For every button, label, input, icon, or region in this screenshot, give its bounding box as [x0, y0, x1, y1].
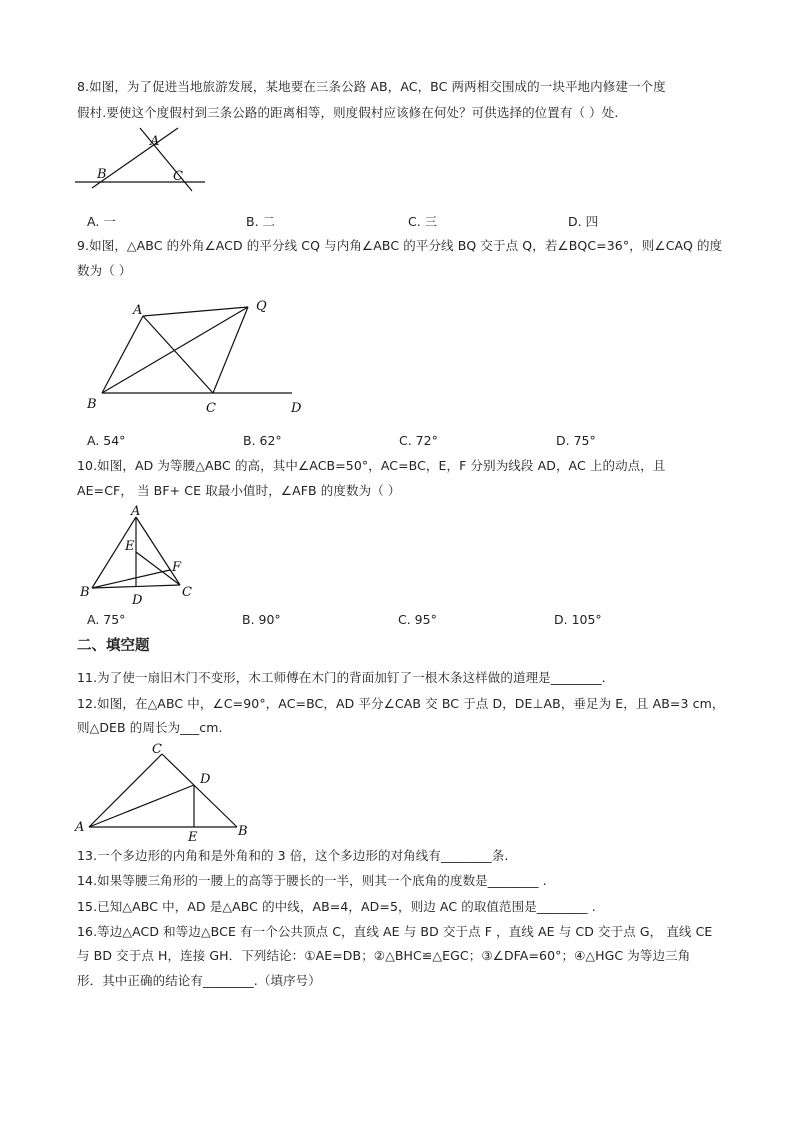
q10-label-b: B	[80, 585, 90, 600]
q14-text: 14.如果等腰三角形的一腰上的高等于腰长的一半，则其一个底角的度数是________ .	[77, 873, 547, 888]
q9-label-c: C	[206, 401, 216, 416]
q9-option-d[interactable]: D. 75°	[556, 433, 596, 448]
q9-line-aq	[143, 307, 248, 316]
q11-text: 11.为了使一扇旧木门不变形，木工师傅在木门的背面加钉了一根木条这样做的道理是________.	[77, 670, 606, 685]
q10-option-c[interactable]: C. 95°	[398, 612, 437, 627]
q8-text-line1: 8.如图，为了促进当地旅游发展，某地要在三条公路 AB，AC，BC 两两相交围成的一块平地内修建一个度	[77, 79, 666, 94]
q12-text-line2: 则△DEB 的周长为___cm.	[77, 720, 223, 735]
q9-line-bq	[102, 307, 248, 393]
q12-text-line1: 12.如图，在△ABC 中，∠C=90°，AC=BC，AD 平分∠CAB 交 BC 于点 D，DE⊥AB，垂足为 E，且 AB=3 cm，	[77, 696, 725, 711]
q10-label-d: D	[132, 593, 143, 608]
q12-label-e: E	[188, 830, 198, 845]
q10-text-line2: AE=CF， 当 BF+ CE 取最小值时，∠AFB 的度数为（ ）	[77, 483, 401, 498]
q10-label-c: C	[182, 585, 192, 600]
q8-option-b[interactable]: B. 二	[246, 214, 276, 229]
q8-option-d[interactable]: D. 四	[568, 214, 599, 229]
q9-line-cq	[213, 307, 248, 393]
q12-label-d: D	[200, 772, 211, 787]
q10-label-a: A	[131, 504, 141, 519]
q12-line-ac	[89, 754, 162, 827]
q9-line-ac	[143, 316, 213, 393]
q8-text-line2: 假村.要使这个度假村到三条公路的距离相等，则度假村应该修在何处？可供选择的位置有（ ）处.	[77, 105, 619, 120]
q10-label-f: F	[172, 560, 182, 575]
q13-text: 13.一个多边形的内角和是外角和的 3 倍，这个多边形的对角线有________条.	[77, 848, 509, 863]
section-heading-fill-in: 二、填空题	[77, 638, 150, 654]
q16-text-line2: 与 BD 交于点 H，连接 GH．下列结论：①AE=DB；②△BHC≌△EGC；③∠DFA=60°；④△HGC 为等边三角	[77, 948, 691, 963]
q9-label-d: D	[291, 401, 302, 416]
q16-text-line3: 形．其中正确的结论有________.（填序号）	[77, 973, 321, 988]
q8-option-c[interactable]: C. 三	[408, 214, 438, 229]
q10-option-b[interactable]: B. 90°	[242, 612, 281, 627]
q8-figure	[70, 128, 215, 198]
q16-text-line1: 16.等边△ACD 和等边△BCE 有一个公共顶点 C，直线 AE 与 BD 交于点 F ，直线 AE 与 CD 交于点 G， 直线 CE	[77, 924, 713, 939]
q10-option-a[interactable]: A. 75°	[87, 612, 126, 627]
q15-text: 15.已知△ABC 中，AD 是△ABC 的中线，AB=4，AD=5，则边 AC 的取值范围是________ .	[77, 899, 596, 914]
q8-label-a: A	[150, 134, 160, 149]
q12-label-a: A	[75, 820, 85, 835]
q9-option-a[interactable]: A. 54°	[87, 433, 126, 448]
q10-text-line1: 10.如图，AD 为等腰△ABC 的高，其中∠ACB=50°，AC=BC，E，F 分别为线段 AD，AC 上的动点，且	[77, 458, 666, 473]
q8-label-c: C	[173, 169, 183, 184]
q10-figure	[75, 503, 200, 608]
q10-option-d[interactable]: D. 105°	[554, 612, 602, 627]
q9-option-b[interactable]: B. 62°	[243, 433, 282, 448]
q12-line-ad	[89, 785, 194, 827]
q9-label-a: A	[133, 303, 143, 318]
q10-label-e: E	[125, 539, 135, 554]
q12-figure	[72, 740, 257, 845]
q9-figure	[80, 290, 315, 420]
q9-option-c[interactable]: C. 72°	[399, 433, 438, 448]
q12-label-b: B	[238, 824, 248, 839]
q9-label-q: Q	[256, 299, 267, 314]
q12-label-c: C	[152, 742, 162, 757]
q12-line-cb	[162, 754, 237, 827]
q8-label-b: B	[97, 167, 107, 182]
q9-label-b: B	[87, 397, 97, 412]
q8-option-a[interactable]: A. 一	[87, 214, 116, 229]
q9-text-line1: 9.如图，△ABC 的外角∠ACD 的平分线 CQ 与内角∠ABC 的平分线 BQ 交于点 Q，若∠BQC=36°，则∠CAQ 的度	[77, 238, 723, 253]
q9-text-line2: 数为（ ）	[77, 263, 132, 278]
